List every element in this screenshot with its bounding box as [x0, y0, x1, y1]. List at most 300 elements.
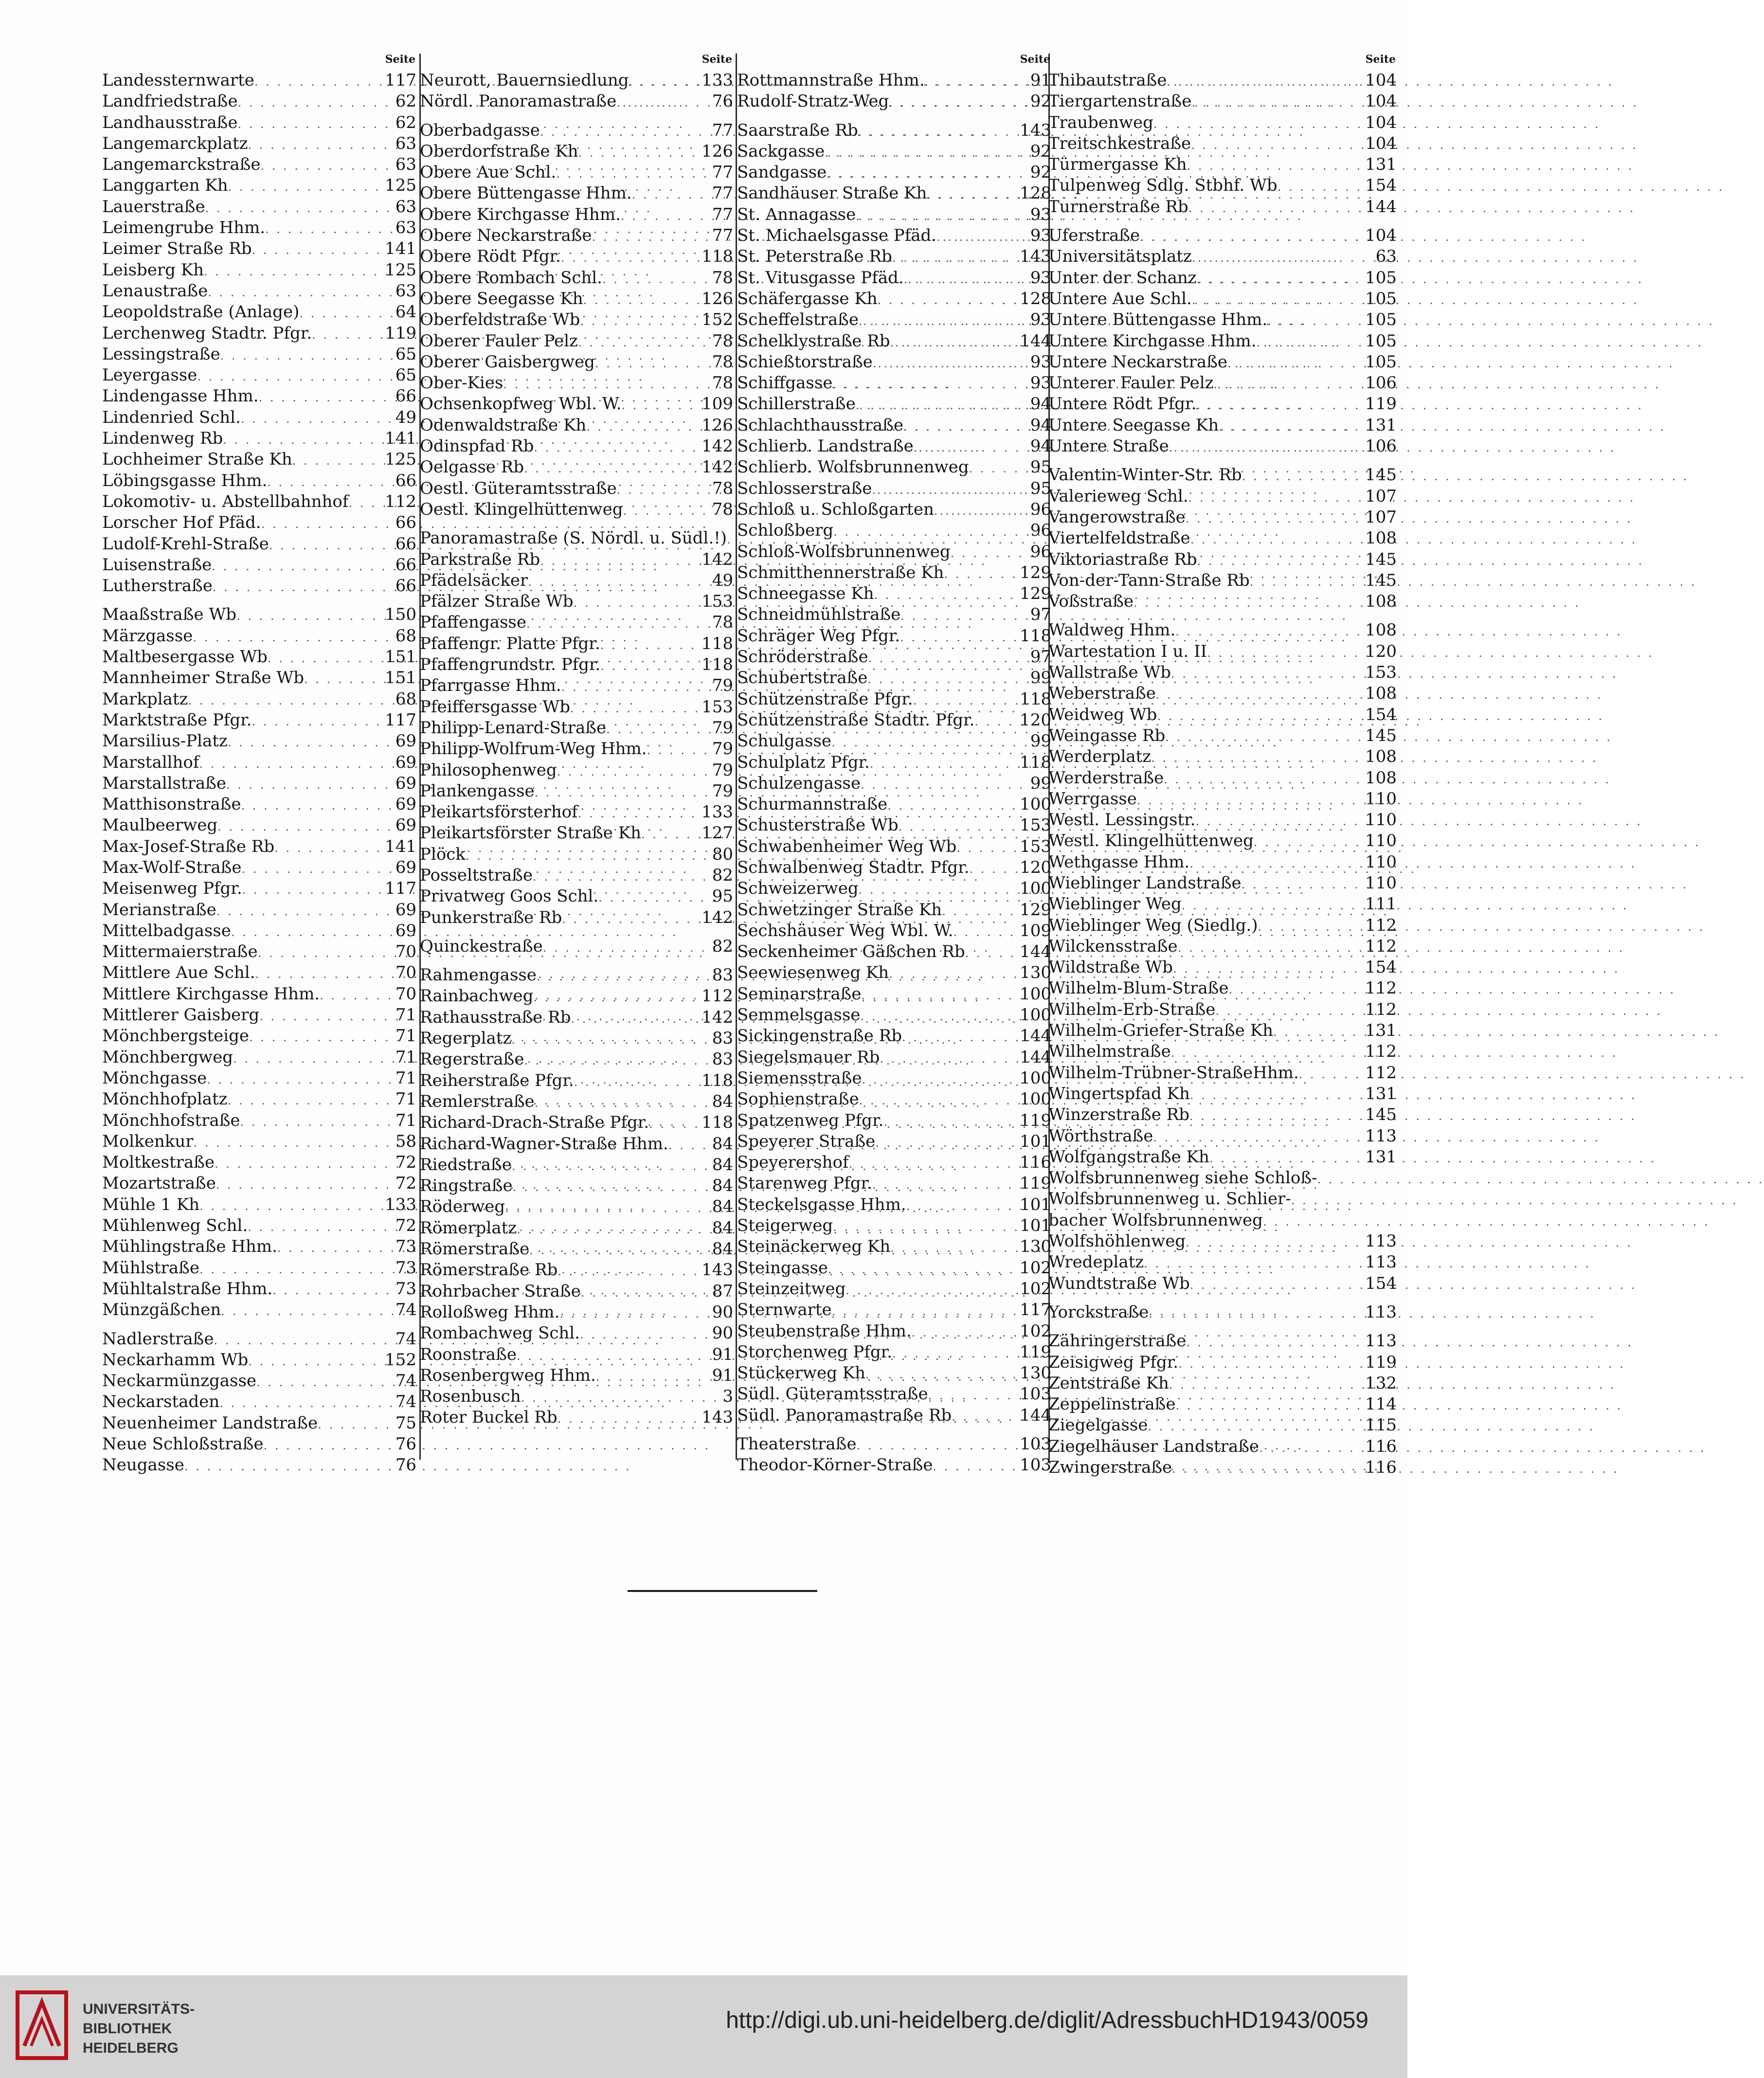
leader-dots: [578, 143, 693, 163]
page-number: 129: [1020, 562, 1051, 582]
leader-dots: [256, 1372, 377, 1393]
leader-dots: [858, 122, 1011, 143]
leader-dots: [846, 1280, 1011, 1301]
street-name: Rosenbusch: [420, 1387, 521, 1407]
street-name: Schulplatz Pfgr.: [737, 752, 870, 772]
leader-dots: [1190, 1275, 1357, 1296]
leader-dots: [862, 1069, 1011, 1090]
index-entry: [420, 352, 735, 373]
street-name: Untere Neckarstraße: [1048, 352, 1228, 372]
street-name: Langgarten Kh: [102, 176, 228, 196]
page-number: 153: [702, 697, 733, 717]
street-name: Mühlstraße: [102, 1258, 199, 1278]
street-name: Parkstraße Rb: [420, 549, 540, 569]
leader-dots: [219, 1393, 377, 1414]
leader-dots: [953, 922, 1011, 943]
street-name: Max-Wolf-Straße: [102, 857, 242, 877]
index-entry: [102, 407, 418, 428]
page-number: 143: [702, 1260, 733, 1280]
page-number: 62: [395, 112, 416, 132]
index-entry: [737, 204, 1053, 225]
leader-dots: [1153, 114, 1357, 135]
street-name: Seewiesenweg Kh: [737, 963, 889, 983]
index-entry: [1048, 705, 1399, 725]
street-name: Rohrbacher Straße: [420, 1281, 581, 1301]
index-entry: [1048, 852, 1399, 873]
page-number: 145: [1365, 465, 1397, 485]
street-name: Schröderstraße: [737, 647, 868, 667]
index-entry: [737, 415, 1053, 436]
index-entry: [737, 1005, 1053, 1026]
street-name: Viktoriastraße Rb: [1048, 549, 1197, 569]
index-entry: [420, 1091, 735, 1112]
index-entry: [737, 1300, 1053, 1320]
page-number: 70: [395, 984, 416, 1004]
page-number: 131: [1365, 1084, 1397, 1103]
page-number: 66: [395, 555, 416, 575]
street-name: Wolfgangstraße Kh: [1048, 1147, 1209, 1167]
leader-dots: [936, 227, 1011, 248]
street-name: Plankengasse: [420, 781, 535, 801]
index-entry: [737, 520, 1053, 541]
leader-dots: [215, 1154, 377, 1175]
leader-dots: [261, 514, 377, 535]
leader-dots: [557, 761, 693, 782]
index-entry: [737, 962, 1053, 983]
leader-dots: [1178, 938, 1357, 958]
page-number: 70: [395, 942, 416, 962]
street-name: Neuenheimer Landstraße: [102, 1413, 318, 1433]
leader-dots: [969, 458, 1011, 479]
index-entry: [737, 1047, 1053, 1068]
street-name: Landfriedstraße: [102, 91, 238, 111]
street-name: Schlierb. Landstraße: [737, 436, 914, 456]
page-number: 108: [1365, 592, 1397, 612]
street-name: Oestl. Klingelhüttenweg: [420, 499, 623, 519]
street-name: Marstallstraße: [102, 773, 226, 793]
index-entry: [420, 802, 735, 823]
index-entry: [737, 457, 1053, 478]
index-entry: [102, 794, 418, 815]
leader-dots: [223, 430, 377, 451]
page-number: 129: [1020, 900, 1051, 920]
leader-dots: [533, 867, 693, 887]
index-entry: [737, 91, 1053, 112]
leader-dots: [517, 1219, 693, 1240]
index-entry: [1048, 289, 1399, 309]
street-name: Zeppelinstraße: [1048, 1394, 1176, 1414]
street-name: Untere Büttengasse Hhm.: [1048, 310, 1268, 330]
leader-dots: [1153, 1127, 1357, 1148]
leader-dots: [207, 1069, 377, 1090]
street-name: Wilhelm-Blum-Straße: [1048, 978, 1229, 998]
street-name: Oberer Gaisbergweg: [420, 352, 595, 372]
index-entry: [102, 1005, 418, 1026]
leader-dots: [212, 556, 377, 577]
street-name: Speyerershof: [737, 1153, 849, 1173]
library-name: [83, 2000, 195, 2058]
street-name: Leimengrube Hhm.: [102, 218, 266, 238]
leader-dots: [641, 824, 693, 845]
index-entry: [102, 386, 418, 407]
index-entry: [1048, 1168, 1399, 1189]
index-entry: [102, 281, 418, 302]
leader-dots: [1299, 1064, 1357, 1085]
street-name: Werderstraße: [1048, 768, 1164, 788]
leader-dots: [558, 1409, 693, 1429]
index-entry: [102, 1152, 418, 1173]
index-entry: [102, 1300, 418, 1320]
leader-dots: [556, 163, 693, 184]
street-name: Mühltalstraße Hhm.: [102, 1279, 273, 1299]
page-number: 117: [1020, 1300, 1051, 1320]
street-name: Regerstraße: [420, 1049, 524, 1069]
street-name: Tiergartenstraße: [1048, 91, 1192, 111]
leader-dots: [1317, 1169, 1357, 1190]
street-name: Schneegasse Kh: [737, 584, 874, 604]
index-entry: [737, 1152, 1053, 1173]
page-number: 153: [1365, 663, 1397, 683]
leader-dots: [529, 1240, 693, 1261]
page-number: 112: [385, 491, 416, 511]
index-entry: [102, 1279, 418, 1300]
index-entry: [102, 900, 418, 921]
page-number: 77: [712, 183, 733, 203]
page-number: 117: [385, 71, 416, 90]
page-number: 100: [1020, 795, 1051, 814]
street-name: Tulpenweg Sdlg. Stbhf. Wb: [1048, 176, 1278, 196]
page-number: 105: [1365, 310, 1397, 330]
index-entry: [737, 352, 1053, 373]
page-number: 116: [1365, 1436, 1397, 1456]
leader-dots: [570, 698, 693, 719]
index-entry: [737, 542, 1053, 562]
leader-dots: [194, 1133, 377, 1154]
street-name: Schmitthennerstraße Kh: [737, 562, 944, 582]
street-name: Valentin-Winter-Str. Rb: [1048, 465, 1242, 485]
leader-dots: [524, 458, 693, 479]
page-number: 66: [395, 513, 416, 533]
page-number: 76: [395, 1455, 416, 1475]
index-entry: [102, 555, 418, 576]
leader-dots: [1171, 1043, 1357, 1064]
leader-dots: [832, 1301, 1011, 1322]
leader-dots: [1186, 1332, 1357, 1353]
street-name: Mönchbergweg: [102, 1047, 234, 1067]
leader-dots: [540, 551, 693, 572]
page-number: 93: [1030, 352, 1051, 372]
index-entry: [102, 689, 418, 710]
index-entry: [420, 570, 735, 591]
index-entry: [102, 133, 418, 154]
leader-dots: [1291, 1190, 1357, 1211]
page-number: 79: [712, 676, 733, 696]
street-name: Thibautstraße: [1048, 71, 1167, 90]
leader-dots: [1207, 643, 1357, 664]
page-number: 99: [1030, 773, 1051, 793]
leader-dots: [849, 1154, 1011, 1175]
index-entry: [420, 1386, 735, 1407]
street-name: Odinspfad Rb: [420, 436, 534, 456]
index-entry: [102, 91, 418, 112]
street-name: Semmelsgasse: [737, 1005, 861, 1025]
leader-dots: [598, 887, 693, 908]
page-number: 93: [1030, 204, 1051, 224]
permalink-url[interactable]: http://digi.ub.uni-heidelberg.de/diglit/AdressbuchHD1943/0059: [726, 2007, 1368, 2033]
leader-dots: [913, 690, 1011, 711]
page-number: 120: [1365, 641, 1397, 661]
leader-dots: [228, 732, 377, 753]
index-entry: [1048, 570, 1399, 591]
leader-dots: [914, 437, 1011, 458]
index-entry: [102, 1258, 418, 1279]
index-entry: [1048, 1104, 1399, 1125]
leader-dots: [934, 501, 1011, 522]
index-entry: [737, 1236, 1053, 1257]
street-name: Philipp-Lenard-Straße: [420, 718, 607, 738]
page-number: 102: [1020, 1279, 1051, 1299]
street-name: Neckarstaden: [102, 1392, 220, 1412]
page-number: 142: [702, 1007, 733, 1027]
street-name: Wilhelm-Trübner-StraßeHhm.: [1048, 1063, 1299, 1083]
leader-dots: [825, 143, 1011, 163]
street-name: Marktstraße Pfgr.: [102, 710, 252, 730]
index-entry: [1048, 1415, 1399, 1436]
street-name: Richard-Drach-Straße Pfgr.: [420, 1113, 649, 1133]
page-number: 107: [1365, 486, 1397, 506]
street-name: Mozartstraße: [102, 1174, 216, 1193]
street-name: Werrgasse: [1048, 789, 1137, 809]
page-number: 131: [1365, 1021, 1397, 1041]
street-name: Nördl. Panoramastraße: [420, 91, 617, 111]
index-entry: [1048, 1147, 1399, 1168]
page-number: 94: [1030, 415, 1051, 435]
index-entry: [420, 289, 735, 309]
leader-dots: [1188, 198, 1357, 219]
index-entry: [420, 718, 735, 739]
index-entry: [102, 238, 418, 259]
leader-dots: [649, 1114, 693, 1135]
page-number: 101: [1020, 1131, 1051, 1151]
page-number: 84: [712, 1134, 733, 1154]
street-name: Lindengasse Hhm.: [102, 386, 259, 406]
page-number: 113: [1365, 1252, 1397, 1272]
index-entry: [420, 1134, 735, 1155]
page-number: 142: [702, 457, 733, 477]
index-entry: [737, 794, 1053, 815]
index-entry: [737, 1258, 1053, 1279]
leader-dots: [622, 395, 693, 416]
index-entry: [1048, 91, 1399, 112]
leader-dots: [727, 529, 732, 550]
leader-dots: [873, 353, 1011, 374]
leader-dots: [259, 387, 377, 408]
leader-dots: [304, 669, 377, 690]
index-entry: [1048, 175, 1399, 196]
index-entry: [737, 1384, 1053, 1405]
street-name: Weidweg Wb: [1048, 705, 1157, 724]
page-number: 154: [1365, 1273, 1397, 1293]
index-entry: [102, 710, 418, 731]
leader-dots: [1273, 1022, 1357, 1043]
page-number: 93: [1030, 373, 1051, 393]
leader-dots: [1140, 227, 1357, 248]
leader-dots: [859, 880, 1011, 901]
page-number: 125: [385, 260, 416, 280]
street-name: Rosenbergweg Hhm.: [420, 1365, 596, 1385]
index-entry: [102, 1350, 418, 1371]
page-number: 118: [702, 1070, 733, 1090]
index-entry: [420, 936, 735, 957]
index-entry: [420, 225, 735, 246]
street-name: Neue Schloßstraße: [102, 1434, 264, 1454]
street-name: Scheffelstraße: [737, 310, 859, 330]
leader-dots: [595, 353, 693, 374]
leader-dots: [513, 1177, 693, 1198]
page-number: 95: [712, 886, 733, 906]
index-column-1: [102, 49, 418, 1476]
street-name: Molkenkur: [102, 1131, 194, 1151]
leader-dots: [1175, 621, 1357, 642]
page-number: 64: [395, 302, 416, 322]
page-number: 105: [1365, 289, 1397, 308]
index-entry: [737, 1110, 1053, 1131]
leader-dots: [861, 985, 1011, 1006]
street-name: Lindenried Schl.: [102, 407, 241, 427]
index-entry: [1048, 978, 1399, 999]
index-entry: [737, 1342, 1053, 1363]
street-name: Turnerstraße Rb: [1048, 197, 1188, 217]
index-entry: [102, 1413, 418, 1434]
index-entry: [737, 773, 1053, 794]
street-name: Schloßberg: [737, 521, 834, 541]
index-entry: [737, 1455, 1053, 1476]
street-name: Wilckensstraße: [1048, 936, 1178, 956]
page-number: 117: [385, 879, 416, 899]
index-entry: [1048, 1210, 1399, 1231]
street-name: Schäfergasse Kh: [737, 289, 878, 308]
index-entry: [737, 478, 1053, 499]
leader-dots: [900, 627, 1011, 648]
index-entry: [737, 668, 1053, 688]
page-number: 131: [1365, 415, 1397, 435]
page-number: 119: [1020, 1342, 1051, 1362]
index-entry: [420, 865, 735, 886]
page-number: 104: [1365, 112, 1397, 132]
index-entry: [102, 1455, 418, 1476]
page-number: 104: [1365, 133, 1397, 153]
leader-dots: [238, 114, 377, 135]
index-entry: [737, 878, 1053, 899]
leader-dots: [1171, 664, 1357, 685]
leader-dots: [892, 248, 1011, 269]
leader-dots: [880, 1048, 1011, 1069]
street-name: Schloß u. Schloßgarten: [737, 499, 934, 519]
leader-dots: [537, 966, 693, 987]
page-number: 130: [1020, 963, 1051, 983]
index-entry: [102, 1194, 418, 1215]
leader-dots: [942, 901, 1011, 922]
leader-dots: [534, 437, 693, 458]
street-name: Oelgasse Rb: [420, 457, 524, 477]
street-name: Wolfsbrunnenweg u. Schlier-: [1048, 1189, 1291, 1209]
page-number: 108: [1365, 528, 1397, 548]
page-number: 74: [395, 1371, 416, 1391]
index-entry: [1048, 662, 1399, 683]
index-entry: [737, 499, 1053, 520]
index-entry: [1048, 725, 1399, 746]
page-number: 104: [1365, 71, 1397, 90]
index-entry: [102, 1236, 418, 1257]
leader-dots: [249, 1027, 377, 1048]
page-number: 69: [395, 900, 416, 920]
street-name: Mittermaierstraße: [102, 942, 258, 962]
page-number: 73: [395, 1279, 416, 1299]
page-number: 112: [1365, 915, 1397, 935]
leader-dots: [899, 816, 1011, 837]
leader-dots: [583, 290, 693, 311]
index-entry: [1048, 1373, 1399, 1394]
leader-dots: [1137, 790, 1357, 811]
page-number: 68: [395, 689, 416, 709]
street-name: Meisenweg Pfgr.: [102, 879, 242, 899]
leader-dots: [199, 754, 377, 775]
index-entry: [102, 731, 418, 752]
page-number: 82: [712, 936, 733, 956]
page-number: 63: [395, 218, 416, 238]
leader-dots: [226, 775, 377, 795]
leader-dots: [184, 1456, 377, 1477]
street-name: Lochheimer Straße Kh: [102, 450, 292, 470]
street-name: Südl. Panoramastraße Rb: [737, 1405, 952, 1425]
leader-dots: [188, 690, 377, 711]
street-name: Seminarstraße: [737, 984, 862, 1004]
leader-dots: [204, 261, 377, 282]
street-name: Neugasse: [102, 1455, 184, 1475]
street-name: Moltkestraße: [102, 1153, 215, 1173]
index-entry: [737, 289, 1053, 309]
page-number: 65: [395, 344, 416, 364]
street-name: Schillerstraße: [737, 394, 856, 414]
street-name: Pfälzer Straße Wb: [420, 592, 574, 612]
street-name: Westl. Klingelhüttenweg: [1048, 831, 1254, 851]
page-number: 71: [395, 1047, 416, 1067]
street-name: Maltbesergasse Wb: [102, 647, 268, 667]
index-entry: [420, 309, 735, 330]
index-entry: [420, 268, 735, 289]
street-name: Rainbachweg: [420, 986, 534, 1006]
page-number: 78: [712, 499, 733, 519]
leader-dots: [248, 1217, 377, 1238]
index-entry: [420, 1155, 735, 1175]
leader-dots: [1156, 685, 1357, 705]
leader-dots: [267, 472, 377, 493]
page-number: 125: [385, 450, 416, 470]
leader-dots: [1187, 156, 1357, 177]
page-number: 129: [1020, 584, 1051, 604]
page-number: 66: [395, 470, 416, 490]
street-name: Seckenheimer Gäßchen Rb: [737, 942, 965, 962]
leader-dots: [831, 732, 1011, 753]
leader-dots: [1267, 311, 1357, 332]
leader-dots: [1242, 466, 1357, 487]
index-entry: [737, 1363, 1053, 1384]
index-entry: [737, 562, 1053, 583]
street-name: Richard-Wagner-Straße Hhm.: [420, 1134, 668, 1154]
page-number: 143: [1020, 247, 1051, 267]
page-number: 131: [1365, 1147, 1397, 1167]
index-entry: [420, 478, 735, 499]
